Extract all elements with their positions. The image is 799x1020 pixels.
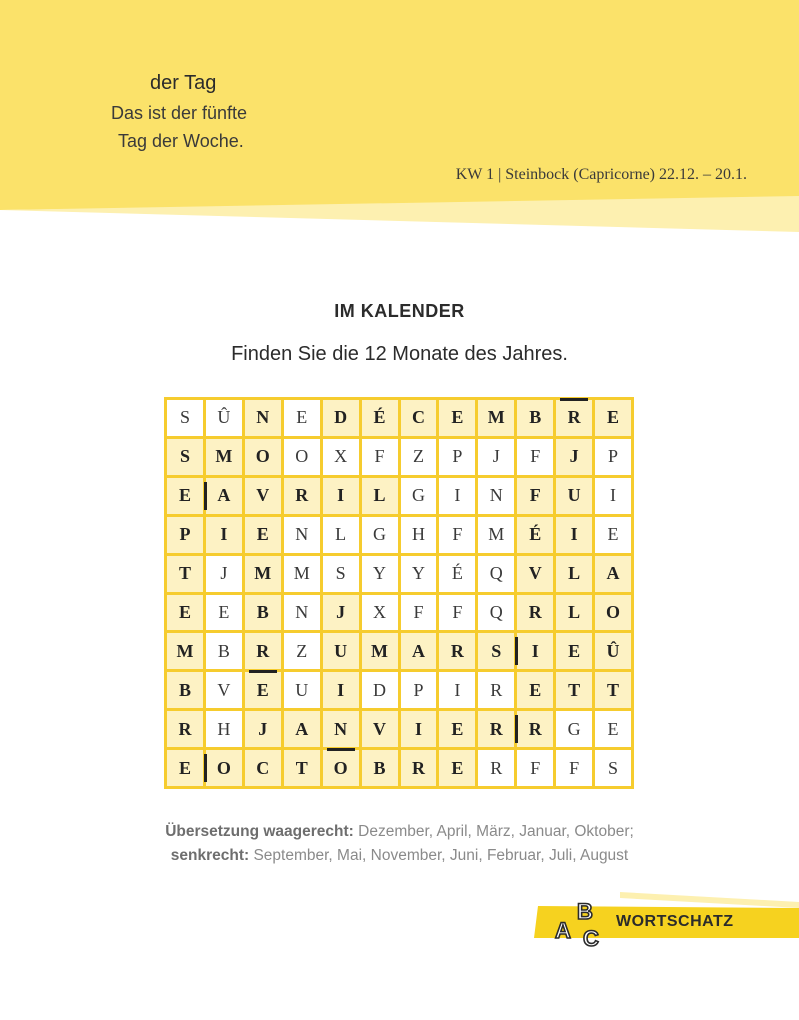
grid-cell: E xyxy=(167,478,203,514)
grid-cell: E xyxy=(595,400,631,436)
grid-cell: F xyxy=(439,595,475,631)
grid-cell: R xyxy=(478,750,514,786)
grid-cell: T xyxy=(556,672,592,708)
grid-cell: F xyxy=(556,750,592,786)
grid-cell: I xyxy=(556,517,592,553)
grid-cell: I xyxy=(439,478,475,514)
grid-cell: F xyxy=(362,439,398,475)
grid-cell: B xyxy=(206,633,242,669)
grid-cell: A xyxy=(401,633,437,669)
grid-cell: E xyxy=(439,750,475,786)
grid-cell: B xyxy=(362,750,398,786)
grid-cell: R xyxy=(167,711,203,747)
grid-cell: Z xyxy=(401,439,437,475)
grid-cell: M xyxy=(167,633,203,669)
grid-cell: O xyxy=(595,595,631,631)
grid-cell: O xyxy=(323,750,359,786)
grid-cell: Q xyxy=(478,595,514,631)
grid-cell: R xyxy=(517,711,553,747)
grid-cell: D xyxy=(362,672,398,708)
grid-cell: Y xyxy=(362,556,398,592)
grid-cell: Z xyxy=(284,633,320,669)
grid-cell: I xyxy=(401,711,437,747)
grid-cell: J xyxy=(556,439,592,475)
grid-cell: N xyxy=(284,595,320,631)
translation-horizontal-text: Dezember, April, März, Januar, Oktober; xyxy=(358,823,634,840)
grid-cell: A xyxy=(595,556,631,592)
grid-cell: A xyxy=(284,711,320,747)
grid-cell: Y xyxy=(401,556,437,592)
grid-cell: N xyxy=(245,400,281,436)
grid-cell: M xyxy=(478,400,514,436)
grid-cell: G xyxy=(556,711,592,747)
grid-cell: É xyxy=(439,556,475,592)
grid-cell: R xyxy=(478,672,514,708)
grid-cell: S xyxy=(167,439,203,475)
grid-cell: E xyxy=(206,595,242,631)
abc-logo-letter-a: A xyxy=(555,918,571,943)
grid-cell: J xyxy=(245,711,281,747)
abc-logo-icon xyxy=(552,898,608,950)
grid-cell: O xyxy=(245,439,281,475)
grid-cell: L xyxy=(362,478,398,514)
grid-cell: F xyxy=(517,478,553,514)
grid-cell: E xyxy=(439,400,475,436)
grid-cell: E xyxy=(517,672,553,708)
grid-cell: E xyxy=(245,672,281,708)
grid-cell: S xyxy=(595,750,631,786)
grid-cell: E xyxy=(284,400,320,436)
abc-logo-letter-b: B xyxy=(577,899,593,924)
grid-cell: I xyxy=(206,517,242,553)
grid-cell: X xyxy=(323,439,359,475)
grid-cell: B xyxy=(517,400,553,436)
grid-cell: P xyxy=(439,439,475,475)
grid-cell: M xyxy=(206,439,242,475)
grid-cell: H xyxy=(206,711,242,747)
grid-cell: J xyxy=(478,439,514,475)
grid-cell: R xyxy=(556,400,592,436)
grid-cell: P xyxy=(167,517,203,553)
grid-cell: F xyxy=(517,750,553,786)
wortschatz-label: WORTSCHATZ xyxy=(616,913,734,930)
grid-cell: V xyxy=(245,478,281,514)
grid-cell: V xyxy=(206,672,242,708)
grid-cell: V xyxy=(362,711,398,747)
grid-cell: V xyxy=(517,556,553,592)
grid-cell: F xyxy=(401,595,437,631)
grid-cell: Û xyxy=(595,633,631,669)
grid-cell: X xyxy=(362,595,398,631)
translation-vertical-text: September, Mai, November, Juni, Februar, Juli, August xyxy=(253,847,629,864)
grid-cell: J xyxy=(206,556,242,592)
grid-cell: I xyxy=(439,672,475,708)
translation-vertical xyxy=(0,847,799,865)
grid-cell: P xyxy=(401,672,437,708)
grid-cell: É xyxy=(362,400,398,436)
puzzle-instruction: Finden Sie die 12 Monate des Jahres. xyxy=(231,343,568,365)
translation-horizontal-label: Übersetzung waagerecht: xyxy=(165,823,354,840)
example-sentence-line-2: Tag der Woche. xyxy=(118,131,244,151)
grid-cell: M xyxy=(245,556,281,592)
grid-cell: Q xyxy=(478,556,514,592)
grid-cell: I xyxy=(517,633,553,669)
example-sentence-line-1: Das ist der fünfte xyxy=(111,103,248,123)
grid-cell: O xyxy=(206,750,242,786)
grid-cell: F xyxy=(517,439,553,475)
grid-cell: I xyxy=(323,672,359,708)
grid-cell: Û xyxy=(206,400,242,436)
grid-cell: T xyxy=(284,750,320,786)
grid-cell: L xyxy=(556,595,592,631)
word-search-grid xyxy=(164,397,634,789)
grid-cell: U xyxy=(323,633,359,669)
grid-cell: S xyxy=(323,556,359,592)
grid-cell: R xyxy=(439,633,475,669)
grid-cell: S xyxy=(167,400,203,436)
grid-cell: D xyxy=(323,400,359,436)
grid-cell: R xyxy=(401,750,437,786)
translation-vertical-label: senkrecht: xyxy=(170,847,250,864)
grid-cell: I xyxy=(595,478,631,514)
grid-cell: L xyxy=(556,556,592,592)
grid-cell: E xyxy=(595,517,631,553)
translation-horizontal xyxy=(0,823,799,841)
grid-cell: O xyxy=(284,439,320,475)
grid-cell: R xyxy=(478,711,514,747)
grid-cell: B xyxy=(245,595,281,631)
grid-cell: E xyxy=(245,517,281,553)
grid-cell: U xyxy=(284,672,320,708)
grid-cell: M xyxy=(284,556,320,592)
grid-cell: F xyxy=(439,517,475,553)
grid-cell: G xyxy=(401,478,437,514)
grid-cell: G xyxy=(362,517,398,553)
grid-cell: N xyxy=(478,478,514,514)
grid-cell: J xyxy=(323,595,359,631)
grid-cell: E xyxy=(439,711,475,747)
abc-logo-letter-c: C xyxy=(583,926,599,950)
grid-cell: P xyxy=(595,439,631,475)
grid-cell: T xyxy=(167,556,203,592)
grid-cell: A xyxy=(206,478,242,514)
grid-cell: T xyxy=(595,672,631,708)
grid-cell: L xyxy=(323,517,359,553)
grid-cell: E xyxy=(167,750,203,786)
grid-cell: R xyxy=(517,595,553,631)
grid-cell: É xyxy=(517,517,553,553)
grid-cell: M xyxy=(362,633,398,669)
grid-cell: N xyxy=(284,517,320,553)
grid-cell: H xyxy=(401,517,437,553)
grid-cell: M xyxy=(478,517,514,553)
grid-cell: U xyxy=(556,478,592,514)
grid-cell: E xyxy=(595,711,631,747)
grid-cell: N xyxy=(323,711,359,747)
grid-cell: E xyxy=(167,595,203,631)
grid-cell: R xyxy=(284,478,320,514)
grid-cell: C xyxy=(401,400,437,436)
calendar-info: KW 1 | Steinbock (Capricorne) 22.12. – 20.1. xyxy=(455,166,747,183)
word-title: der Tag xyxy=(150,72,217,94)
puzzle-title: IM KALENDER xyxy=(334,301,465,321)
grid-cell: E xyxy=(556,633,592,669)
grid-cell: R xyxy=(245,633,281,669)
grid-cell: S xyxy=(478,633,514,669)
grid-cell: I xyxy=(323,478,359,514)
grid-cell: B xyxy=(167,672,203,708)
grid-cell: C xyxy=(245,750,281,786)
